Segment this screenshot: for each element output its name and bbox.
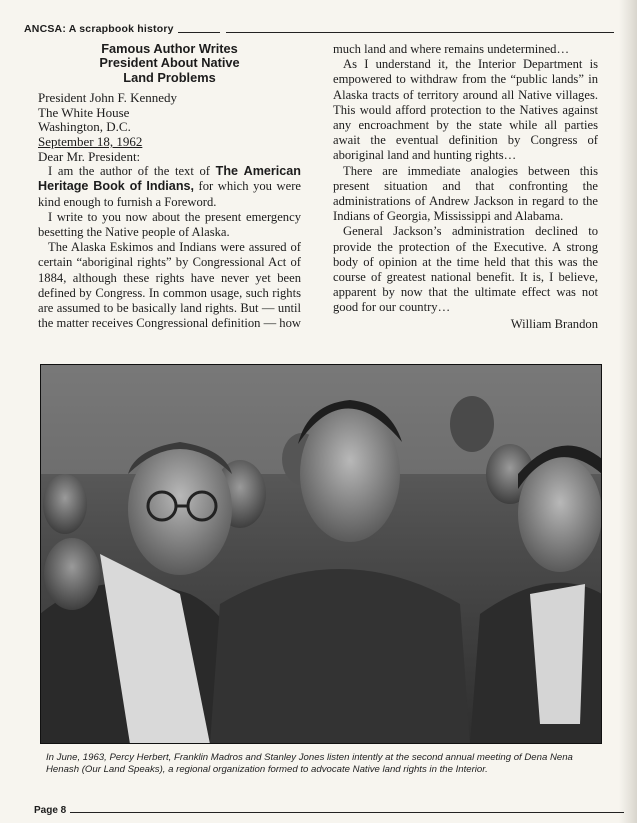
address-line: President John F. Kennedy: [38, 90, 178, 106]
paragraph-6: General Jackson’s administration declined to provide the protection of the Executive. A strong body of opinion at the time held that this was the course of greatest national benefit. It is, I believe, apparent by now that the ultimate effect was not good for our country…: [333, 224, 598, 315]
salutation: Dear Mr. President:: [38, 148, 141, 164]
photo-image: [40, 364, 602, 744]
letter-address: [38, 91, 301, 164]
title-line: Famous Author Writes: [101, 41, 238, 56]
address-line: Washington, D.C.: [38, 119, 131, 135]
letter-date: September 18, 1962: [38, 134, 143, 149]
left-column: [38, 42, 301, 331]
header-rule: [226, 32, 614, 33]
paragraph-1: [38, 164, 301, 210]
photo-caption: In June, 1963, Percy Herbert, Franklin Madros and Stanley Jones listen intently at the second annual meeting of Dena Nena Henash (Our Land Speaks), a regional organization formed to advocate Native land rights in the Interior.: [46, 752, 573, 775]
running-header: [24, 20, 614, 38]
paragraph-4: As I understand it, the Interior Department is empowered to withdraw from the “public lands” in Alaska tracts of territory around all Native villages. This would afford protection to the Natives against any encroachment by the state while all parties await the eventual definition by Congress of aboriginal land and hunting rights…: [333, 57, 598, 163]
address-line: The White House: [38, 104, 130, 120]
right-column: [333, 42, 598, 332]
paragraph-5: There are immediate analogies between this present situation and that confronting the administrations of Andrew Jackson in regard to the Indians of Georgia, Mississippi and Alabama.: [333, 163, 598, 224]
paragraph-3-continued: much land and where remains undetermined…: [333, 42, 570, 56]
series-title: ANCSA: A scrapbook history: [24, 23, 174, 35]
paragraph-2: I write to you now about the present emergency besetting the Native people of Alaska.: [38, 209, 301, 239]
page-number: Page 8: [34, 804, 67, 816]
paragraph-1-text-end: for which you were kind enough to furnish a Foreword.: [38, 179, 301, 209]
meeting-photo: [40, 364, 602, 744]
book-title: The American Heritage Book of Indians,: [38, 164, 302, 194]
title-line: President About Native: [99, 55, 240, 71]
page-edge-shadow: [619, 0, 637, 823]
title-line: Land Problems: [123, 69, 216, 85]
paragraph-3: The Alaska Eskimos and Indians were assured of certain “aboriginal rights” by Congressional Act of 1884, although these rights have never yet been defined by Congress. In common usage, such rights are assumed to be basically land rights. But — until the matter receives Congressional definition — how: [38, 240, 301, 331]
paragraph-1-text: I am the author of the text of: [48, 164, 216, 179]
header-rule-short: [178, 32, 220, 33]
footer-rule: [70, 812, 624, 813]
signature: William Brandon: [510, 316, 598, 331]
page-footer: [34, 803, 624, 817]
article-title: [38, 42, 301, 85]
